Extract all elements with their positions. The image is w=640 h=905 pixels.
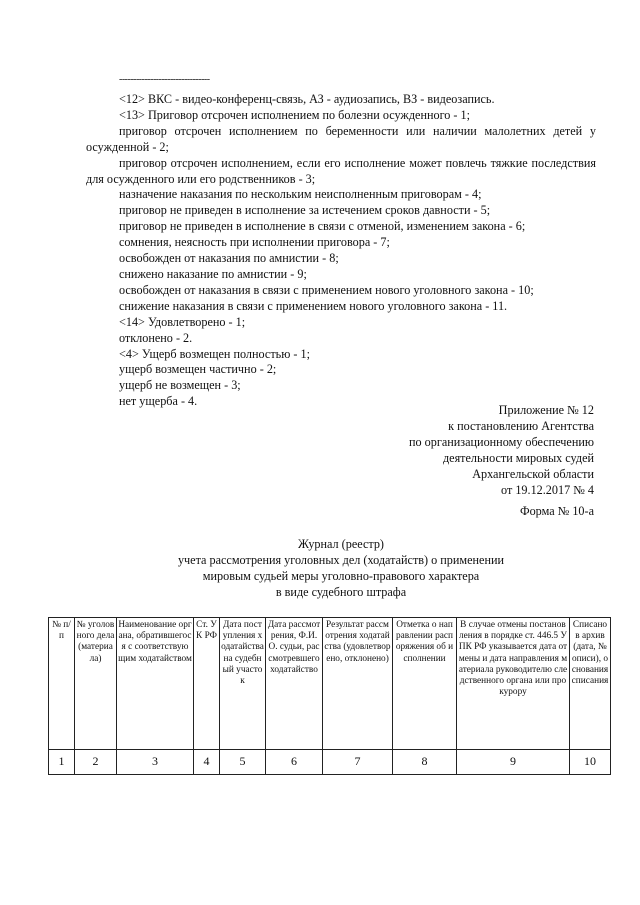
column-number-cell: 10 bbox=[570, 750, 611, 775]
appendix-line: к постановлению Агентства bbox=[448, 418, 594, 433]
footnote-separator: -------------------------------- bbox=[119, 74, 210, 85]
footnote-line: ущерб не возмещен - 3; bbox=[119, 378, 241, 393]
footnote-line: <14> Удовлетворено - 1; bbox=[119, 314, 246, 329]
table-header-cell: В случае отмены постановления в порядке ст. 446.5 УПК РФ указывается дата отмены и дата направления материала руководителю следственного органа или прокурору bbox=[457, 618, 570, 750]
journal-title-line: учета рассмотрения уголовных дел (ходатайств) о применении bbox=[177, 552, 505, 567]
table-header-cell: Ст. УК РФ bbox=[194, 618, 220, 750]
journal-title bbox=[86, 537, 596, 601]
column-number-cell: 1 bbox=[49, 750, 75, 775]
form-number: Форма № 10-а bbox=[519, 504, 594, 518]
table-header-row bbox=[49, 618, 611, 750]
appendix-header bbox=[409, 403, 594, 498]
journal-title-line: в виде судебного штрафа bbox=[275, 584, 407, 599]
footnote-line: <4> Ущерб возмещен полностью - 1; bbox=[119, 346, 310, 361]
footnote-line: <12> ВКС - видео-конференц-связь, АЗ - аудиозапись, ВЗ - видеозапись. bbox=[119, 92, 495, 106]
footnote-line: <13> Приговор отсрочен исполнением по болезни осужденного - 1; bbox=[119, 107, 471, 122]
table-header-cell: № п/п bbox=[49, 618, 75, 750]
column-number-cell: 7 bbox=[323, 750, 393, 775]
footnote-line: приговор не приведен в исполнение в связи с отменой, изменением закона - 6; bbox=[119, 219, 526, 234]
footnote-line: нет ущерба - 4. bbox=[119, 394, 198, 409]
column-number-cell: 5 bbox=[220, 750, 266, 775]
table-header-cell: Результат рассмотрения ходатайства (удовлетворено, отклонено) bbox=[323, 618, 393, 750]
table-number-row bbox=[49, 750, 611, 775]
table-header-cell: Дата поступления ходатайства на судебный участок bbox=[220, 618, 266, 750]
appendix-line: Приложение № 12 bbox=[498, 403, 594, 417]
table-header-cell: Отметка о направлении распоряжения об исполнении bbox=[393, 618, 457, 750]
footnote-line: отклонено - 2. bbox=[119, 330, 193, 345]
footnote-line: снижено наказание по амнистии - 9; bbox=[119, 266, 307, 281]
appendix-line: по организационному обеспечению bbox=[409, 434, 594, 449]
footnote-line: приговор отсрочен исполнением, если его исполнение может повлечь тяжкие последствия для осужденного или его родственников - 3; bbox=[86, 155, 596, 186]
footnote-line: освобожден от наказания по амнистии - 8; bbox=[119, 251, 339, 266]
column-number-cell: 3 bbox=[117, 750, 194, 775]
footnote-line: приговор отсрочен исполнением по беременности или наличии малолетних детей у осужденной - 2; bbox=[86, 123, 596, 154]
journal-title-line: мировым судьей меры уголовно-правового характера bbox=[202, 568, 480, 583]
column-number-cell: 8 bbox=[393, 750, 457, 775]
table-header-cell: Списано в архив (дата, № описи), основания списания bbox=[570, 618, 611, 750]
footnote-line: освобожден от наказания в связи с применением нового уголовного закона - 10; bbox=[119, 282, 534, 297]
column-number-cell: 6 bbox=[266, 750, 323, 775]
footnote-line: снижение наказания в связи с применением нового уголовного закона - 11. bbox=[119, 298, 508, 313]
table-header-cell: Наименование органа, обратившегося с соответствующим ходатайством bbox=[117, 618, 194, 750]
footnote-line: назначение наказания по нескольким неисполненным приговорам - 4; bbox=[119, 187, 482, 202]
register-table bbox=[48, 617, 611, 775]
table-header-cell: № уголовного дела (материала) bbox=[75, 618, 117, 750]
footnote-line: ущерб возмещен частично - 2; bbox=[119, 362, 277, 377]
footnote-line: приговор не приведен в исполнение за истечением сроков давности - 5; bbox=[119, 203, 491, 218]
journal-title-line: Журнал (реестр) bbox=[298, 537, 384, 551]
appendix-line: от 19.12.2017 № 4 bbox=[501, 482, 594, 497]
column-number-cell: 4 bbox=[194, 750, 220, 775]
appendix-line: деятельности мировых судей bbox=[442, 450, 594, 465]
footnote-line: сомнения, неясность при исполнении приговора - 7; bbox=[119, 235, 390, 250]
column-number-cell: 9 bbox=[457, 750, 570, 775]
footnotes-block bbox=[86, 92, 596, 410]
column-number-cell: 2 bbox=[75, 750, 117, 775]
table-header-cell: Дата рассмотрения, Ф.И.О. судьи, рассмотревшего ходатайство bbox=[266, 618, 323, 750]
appendix-line: Архангельской области bbox=[472, 466, 594, 481]
